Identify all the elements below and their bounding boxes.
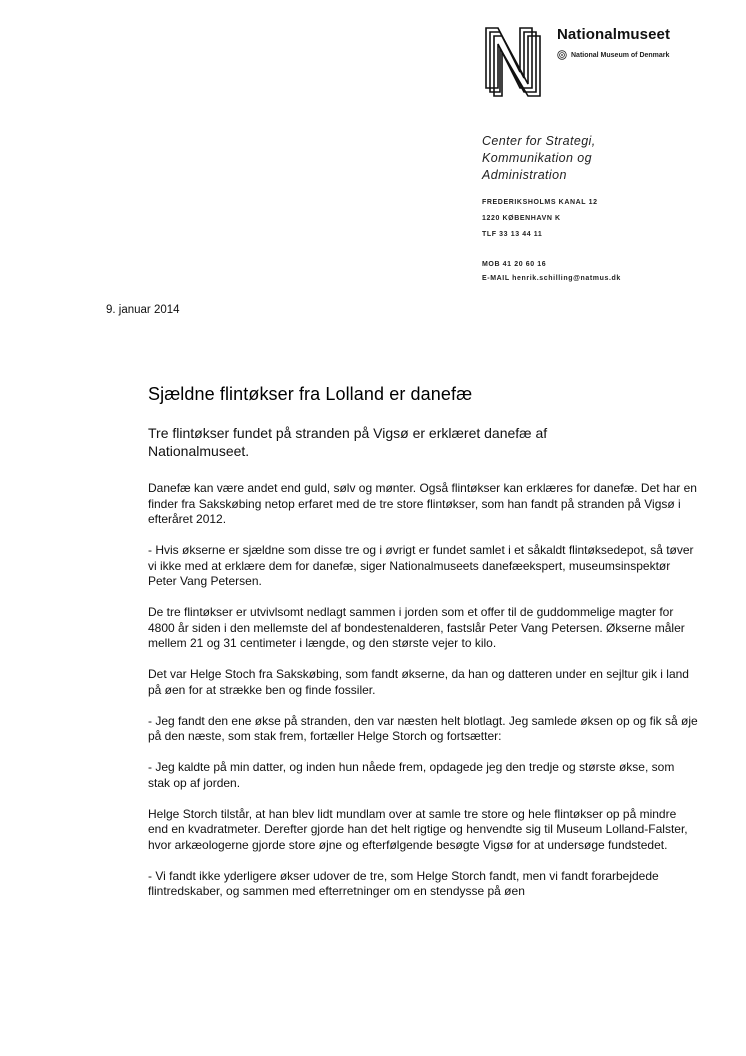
paragraph: Helge Storch tilstår, at han blev lidt mundlam over at samle tre store og hele flintøkser op på mindre end en kvadratmeter. Derefter gjorde han det helt rigtige og henvendte sig til Museum Lolland-Falster, hvor arkæologerne gjorde store øjne og efterfølgende besøgte Vigsø for at undersøge fundstedet. bbox=[148, 806, 688, 852]
department-line: Administration bbox=[482, 168, 567, 182]
brand-name: Nationalmuseet bbox=[557, 26, 671, 43]
seal-icon bbox=[557, 50, 567, 60]
address-phone: TLF 33 13 44 11 bbox=[482, 231, 543, 238]
article-lead: Tre flintøkser fundet på stranden på Vigsø er erklæret danefæ af Nationalmuseet. bbox=[148, 425, 548, 459]
nationalmuseet-n-logo-icon bbox=[484, 26, 550, 100]
address-street: FREDERIKSHOLMS KANAL 12 bbox=[482, 199, 598, 206]
email-label: E-MAIL bbox=[482, 275, 510, 282]
article-body bbox=[148, 481, 698, 915]
paragraph: - Vi fandt ikke yderligere økser udover de tre, som Helge Storch fandt, men vi fandt forarbejdede flintredskaber, og sammen med efterretninger om en stendysse på øen bbox=[148, 868, 659, 898]
paragraph: - Jeg kaldte på min datter, og inden hun nåede frem, opdagede jeg den tredje og største økse, som stak op af jorden. bbox=[148, 760, 675, 790]
department bbox=[482, 133, 596, 184]
email-link[interactable]: henrik.schilling@natmus.dk bbox=[512, 275, 621, 282]
paragraph: Danefæ kan være andet end guld, sølv og mønter. Også flintøkser kan erklæres for danefæ. Det har en finder fra Sakskøbing netop erfaret med de tre store flintøkser, som han fandt på stranden på Vigsø i efteråret 2012. bbox=[148, 481, 697, 526]
article-title: Sjældne flintøkser fra Lolland er danefæ bbox=[148, 384, 473, 404]
department-line: Center for Strategi, bbox=[482, 134, 596, 148]
brand-subtitle bbox=[557, 50, 669, 60]
contact-mobile: MOB 41 20 60 16 bbox=[482, 261, 547, 268]
paragraph: - Jeg fandt den ene økse på stranden, den var næsten helt blotlagt. Jeg samlede øksen op og fik så øje på den næste, som stak frem, fortæller Helge Storch og fortsætter: bbox=[148, 713, 698, 743]
brand-subtitle-text: National Museum of Denmark bbox=[571, 51, 670, 59]
letter-date: 9. januar 2014 bbox=[106, 304, 180, 316]
department-line: Kommunikation og bbox=[482, 151, 592, 165]
address-city: 1220 KØBENHAVN K bbox=[482, 215, 561, 222]
contact-email bbox=[482, 275, 621, 282]
paragraph: - Hvis økserne er sjældne som disse tre og i øvrigt er fundet samlet i et såkaldt flintøksedepot, så tøver vi ikke med at erklære dem for danefæ, siger Nationalmuseets danefæekspert, museumsinspektør Peter Vang Petersen. bbox=[148, 543, 694, 588]
museum-logo[interactable] bbox=[484, 26, 724, 101]
paragraph: Det var Helge Stoch fra Sakskøbing, som fandt økserne, da han og datteren under en sejltur gik i land på øen for at strække ben og finde fossiler. bbox=[148, 667, 689, 697]
paragraph: De tre flintøkser er utvivlsomt nedlagt sammen i jorden som et offer til de guddommelige magter for 4800 år siden i den mellemste del af bondestenalderen, fastslår Peter Vang Petersen. Økserne måler mellem 21 og 31 centimeter i længde, og den største vejer to kilo. bbox=[148, 605, 685, 650]
